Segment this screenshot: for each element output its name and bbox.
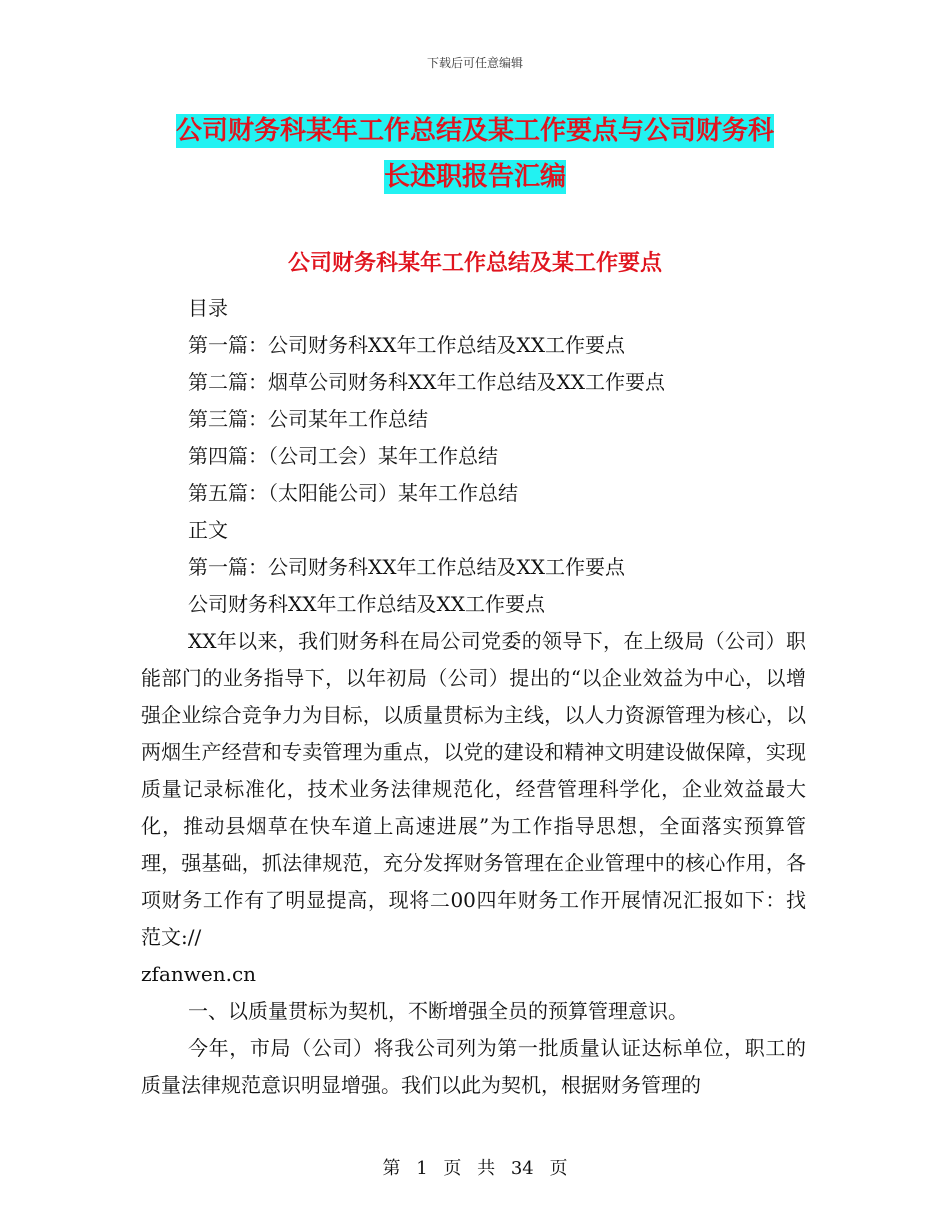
toc-heading: 目录 xyxy=(188,296,228,320)
chapter-subtitle: 公司财务科XX年工作总结及XX工作要点 xyxy=(188,592,545,616)
page-footer: 第 1 页 共 34 页 xyxy=(382,1158,568,1179)
toc-item-4: 第四篇：（公司工会）某年工作总结 xyxy=(188,444,498,468)
header-note: 下载后可任意编辑 xyxy=(426,56,523,70)
document-title-line-1: 公司财务科某年工作总结及某工作要点与公司财务科 xyxy=(175,116,774,146)
toc-item-3: 第三篇：公司某年工作总结 xyxy=(188,407,428,431)
body-heading: 正文 xyxy=(188,518,228,542)
paragraph-2: 一、以质量贯标为契机，不断增强全员的预算管理意识。 xyxy=(188,999,688,1023)
document-title-line-2: 长述职报告汇编 xyxy=(383,162,566,192)
toc-item-1: 第一篇：公司财务科XX年工作总结及XX工作要点 xyxy=(188,333,625,357)
paragraph-1: XX年以来，我们财务科在局公司党委的领导下，在上级局（公司）职能部门的业务指导下，以年初局（公司）提出的“以企业效益为中心，以增强企业综合竞争力为目标，以质量贯标为主线，以人力资源管理为核心，以两烟生产经营和专卖管理为重点，以党的建设和精神文明建设做保障，实现质量记录标准化，技术业务法律规范化，经营管理科学化，企业效益最大化，推动县烟草在快车道上高速进展”为工作指导思想，全面落实预算管理，强基础，抓法律规范，充分发挥财务管理在企业管理中的核心作用，各项财务工作有了明显提高，现将二00四年财务工作开展情况汇报如下：找范文:// xyxy=(141,629,806,949)
paragraph-3: 今年，市局（公司）将我公司列为第一批质量认证达标单位，职工的质量法律规范意识明显增强。我们以此为契机，根据财务管理的 xyxy=(141,1036,806,1097)
section-title: 公司财务科某年工作总结及某工作要点 xyxy=(287,251,662,276)
paragraph-link-continuation: zfanwen.cn xyxy=(141,962,257,986)
chapter-title: 第一篇：公司财务科XX年工作总结及XX工作要点 xyxy=(188,555,625,579)
toc-item-5: 第五篇：（太阳能公司）某年工作总结 xyxy=(188,481,518,505)
document-title xyxy=(140,108,810,200)
body-text xyxy=(141,290,806,1104)
toc-item-2: 第二篇：烟草公司财务科XX年工作总结及XX工作要点 xyxy=(188,370,665,394)
